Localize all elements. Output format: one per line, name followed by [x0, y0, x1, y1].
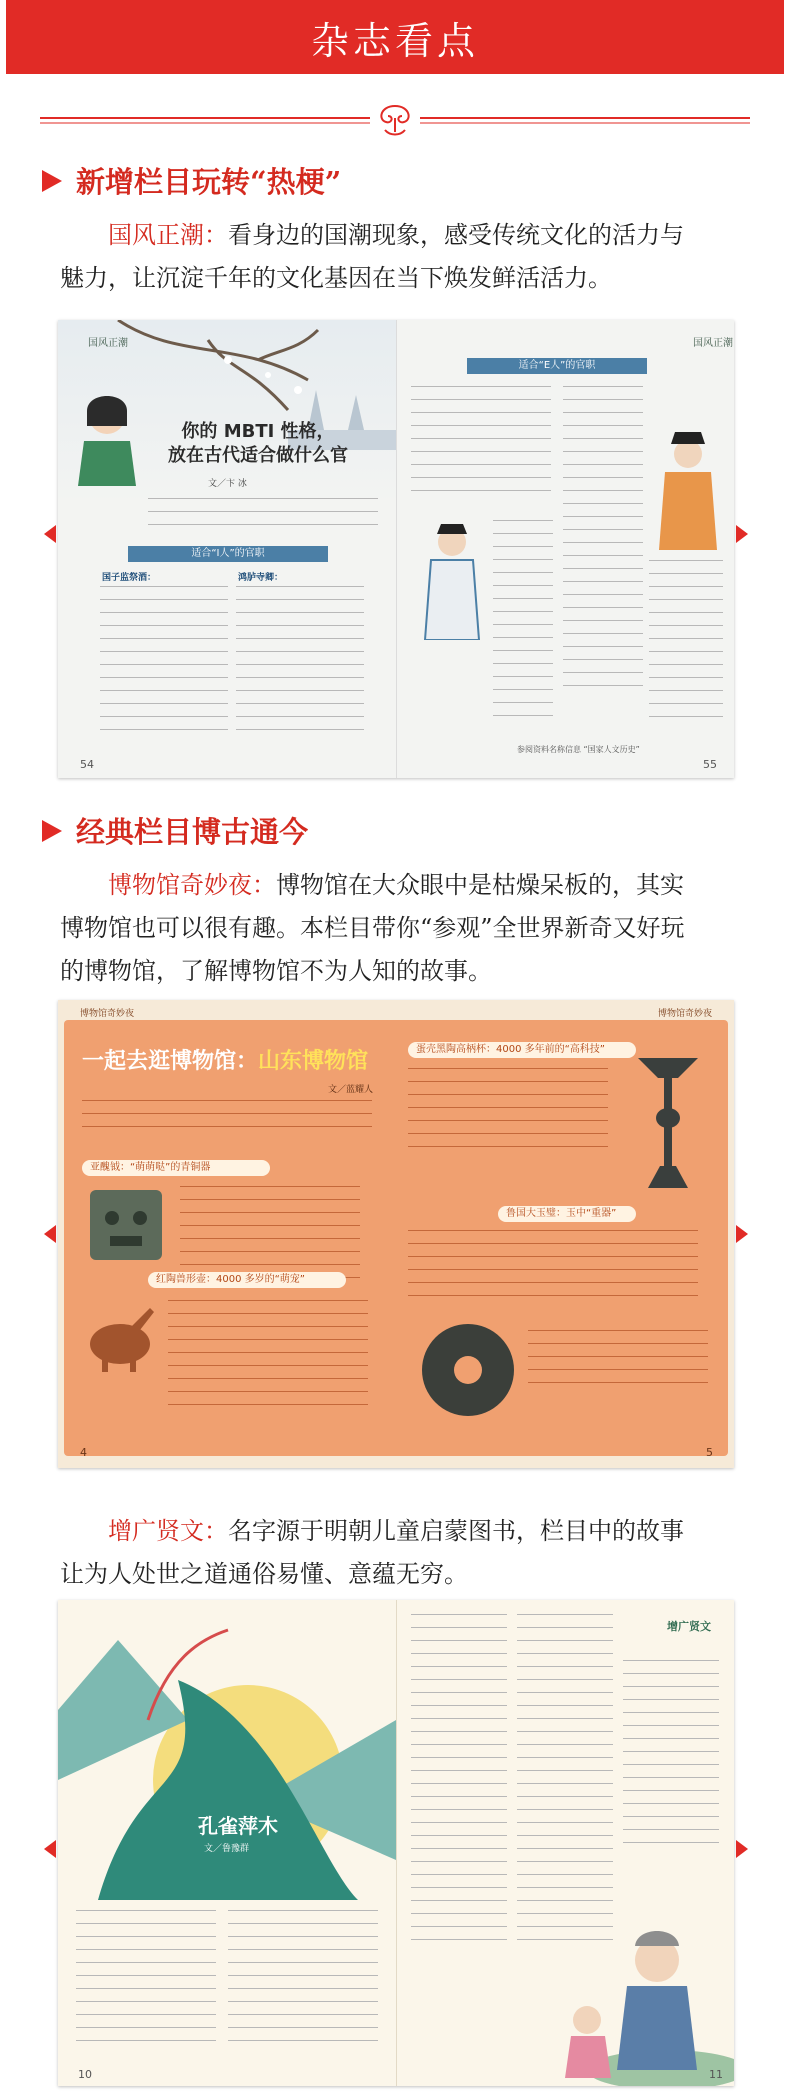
body-text-column	[228, 1910, 378, 2070]
footer-note: 参阅资料名称信息 “国家人文历史”	[517, 745, 640, 754]
black-cup-image	[628, 1048, 708, 1198]
side-tab-right	[736, 1225, 748, 1243]
side-tab-left	[44, 1840, 56, 1858]
paragraph-lead: 国风正潮：	[108, 221, 228, 249]
body-text-column	[76, 1910, 216, 2070]
body-text-column	[528, 1330, 708, 1410]
intro-text-block	[82, 1100, 372, 1150]
page-number: 4	[80, 1446, 87, 1459]
byline: 文／卞 冰	[208, 479, 247, 489]
body-text-column	[180, 1186, 360, 1316]
magazine-spread-museum	[58, 1000, 734, 1468]
museum-title-prefix: 一起去逛博物馆：	[82, 1049, 259, 1074]
section-title: 新增栏目玩转“热梗”	[76, 165, 342, 199]
triangle-bullet-icon	[42, 170, 62, 192]
page-title: 杂志看点	[310, 18, 479, 63]
museum-title	[82, 1044, 368, 1075]
box-title-left: 适合“I人”的官职	[128, 546, 328, 562]
caption-eggshell-cup: 蛋壳黑陶高柄杯：4000 多年前的“高科技”	[408, 1042, 636, 1058]
page-number: 10	[78, 2068, 92, 2081]
body-text-column	[563, 386, 643, 726]
intro-text-block	[148, 498, 378, 538]
body-text-column	[411, 386, 551, 516]
body-text-column	[100, 586, 228, 756]
magazine-spread-peacock	[58, 1600, 734, 2086]
body-text-column	[649, 560, 723, 750]
byline: 文／蓝耀人	[328, 1085, 374, 1095]
body-text-column	[623, 1660, 719, 1880]
paragraph-body: 看身边的国潮现象，感受传统文化的活力与魅力，让沉淀千年的文化基因在当下焕发鲜活活力。	[60, 221, 684, 292]
side-tab-right	[736, 525, 748, 543]
paragraph-guofeng	[60, 214, 700, 300]
side-tab-left	[44, 525, 56, 543]
column-tag: 国风正潮	[693, 338, 733, 349]
right-page	[396, 320, 734, 778]
right-page	[396, 1600, 734, 2086]
section-heading-1	[42, 160, 341, 201]
paragraph-lead: 博物馆奇妙夜：	[108, 871, 276, 899]
side-tab-left	[44, 1225, 56, 1243]
label-left-a: 国子监祭酒：	[102, 573, 157, 583]
box-title-right: 适合“E人”的官职	[467, 358, 647, 374]
label-left-b: 鸿胪寺卿：	[238, 573, 284, 583]
story-title: 孔雀萍木	[198, 1814, 278, 1838]
header-banner	[6, 0, 784, 74]
ornament-divider	[40, 98, 750, 140]
old-woman-illustration	[547, 1900, 734, 2086]
magazine-spread-mbti	[58, 320, 734, 778]
caption-jade-bi: 鲁国大玉璧：玉中“重器”	[498, 1206, 636, 1222]
paragraph-museum	[60, 864, 700, 993]
section-heading-2	[42, 810, 308, 851]
column-tag: 博物馆奇妙夜	[658, 1009, 713, 1019]
triangle-bullet-icon	[42, 820, 62, 842]
side-tab-right	[736, 1840, 748, 1858]
official-figure-illustration	[653, 430, 723, 550]
article-title-line2: 放在古代适合做什么官	[168, 445, 348, 466]
column-tag: 国风正潮	[88, 338, 128, 349]
body-text-column	[168, 1300, 368, 1440]
pottery-pot-image	[80, 1296, 160, 1376]
story-subtitle: 文／鲁豫群	[198, 1840, 255, 1855]
body-text-column	[411, 1614, 507, 1984]
paragraph-zengguang	[60, 1510, 700, 1596]
page-number: 55	[703, 758, 717, 771]
paragraph-body: 名字源于明朝儿童启蒙图书，栏目中的故事让为人处世之道通俗易懂、意蕴无穷。	[60, 1517, 684, 1588]
body-text-column	[408, 1068, 608, 1168]
body-text-column	[408, 1230, 698, 1320]
article-title-line1: 你的 MBTI 性格，	[181, 421, 335, 442]
jade-disc-image	[418, 1320, 518, 1420]
scholar-figure-illustration	[417, 520, 487, 640]
article-title	[148, 420, 368, 468]
body-text-column	[236, 586, 364, 756]
museum-title-main: 山东博物馆	[258, 1049, 369, 1074]
page-number: 54	[80, 758, 94, 771]
cartoon-girl-illustration	[72, 386, 142, 486]
bronze-axe-image	[80, 1184, 172, 1266]
left-page	[58, 320, 396, 778]
section-title: 经典栏目博古通今	[76, 815, 309, 849]
column-tag: 增广贤文	[667, 1620, 711, 1633]
page-number: 11	[709, 2068, 723, 2081]
page-number: 5	[706, 1446, 713, 1459]
column-tag: 博物馆奇妙夜	[80, 1009, 135, 1019]
caption-pottery-pot: 红陶兽形壶：4000 多岁的“萌宠”	[148, 1272, 346, 1288]
body-text-column	[493, 520, 553, 750]
paragraph-body: 博物馆在大众眼中是枯燥呆板的，其实博物馆也可以很有趣。本栏目带你“参观”全世界新奇又好玩的博物馆，了解博物馆不为人知的故事。	[60, 871, 685, 985]
paragraph-lead: 增广贤文：	[108, 1517, 228, 1545]
caption-yachou-axe: 亚醜钺：“萌萌哒”的青铜器	[82, 1160, 270, 1176]
